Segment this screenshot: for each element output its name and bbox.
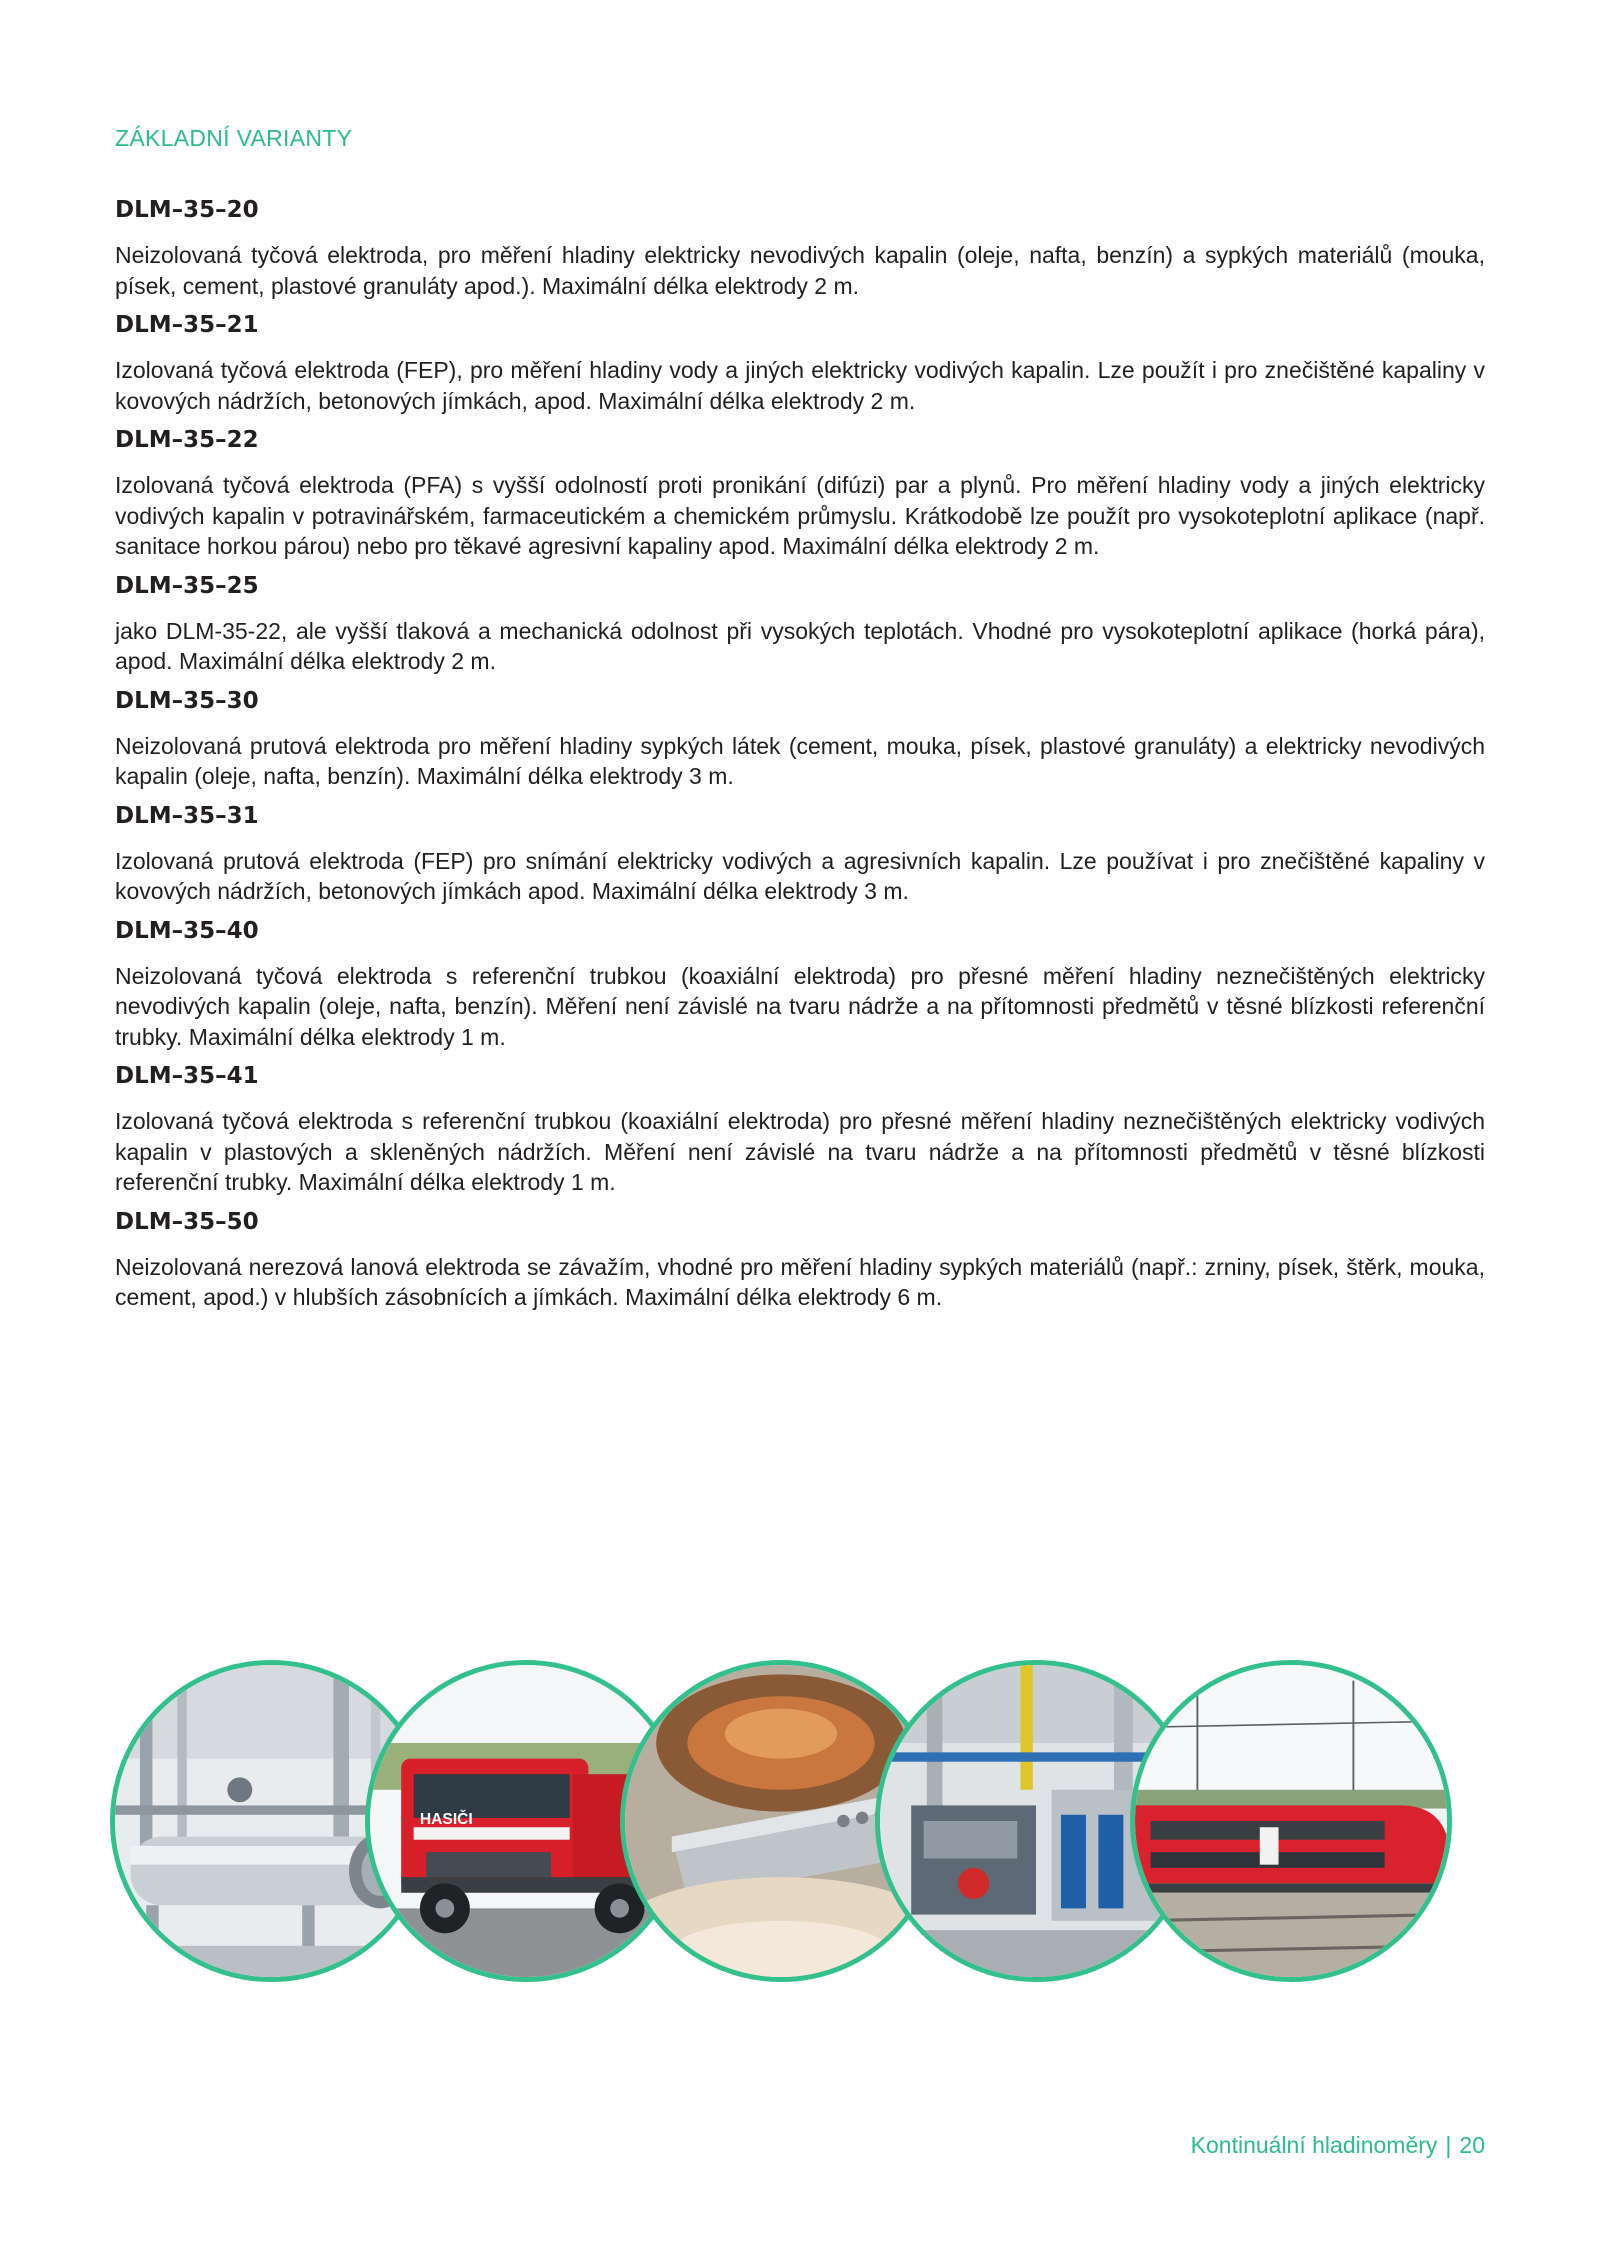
variant-code: DLM–35–40	[115, 917, 259, 944]
variant-description: Neizolovaná prutová elektroda pro měření hladiny sypkých látek (cement, mouka, písek, plastové granuláty) a elektricky nevodivých kapalin (oleje, nafta, benzín). Maximální délka elektrody 3 m.	[115, 732, 1485, 789]
application-photo-strip	[110, 1660, 1500, 1990]
variant-item	[115, 570, 1485, 677]
variant-description: Izolovaná tyčová elektroda (PFA) s vyšší odolností proti pronikání (difúzi) par a plynů. Pro měření hladiny vody a jiných elektricky vodivých kapalin v potravinářském, farmaceutickém a chemickém průmyslu. Krátkodobě lze použít pro vysokoteplotní aplikace (např. sanitace horkou párou) nebo pro těkavé agresivní kapaliny apod. Maximální délka elektrody 2 m.	[115, 472, 1485, 559]
variant-description: Neizolovaná tyčová elektroda s referenční trubkou (koaxiální elektroda) pro přesné měření hladiny neznečištěných elektricky nevodivých kapalin (oleje, nafta, benzín). Měření není závislé na tvaru nádrže a na přítomnosti předmětů v těsné blízkosti referenční trubky. Maximální délka elektrody 1 m.	[115, 962, 1485, 1050]
variant-code: DLM–35–31	[115, 802, 259, 829]
footer-separator: |	[1445, 2132, 1452, 2158]
variant-code: DLM–35–20	[115, 197, 259, 223]
variant-description: Neizolovaná tyčová elektroda, pro měření hladiny elektricky nevodivých kapalin (oleje, nafta, benzín) a sypkých materiálů (mouka, písek, cement, plastové granuláty apod.). Maximální délka elektrody 2 m.	[115, 242, 1485, 299]
variant-item	[115, 915, 1485, 1053]
variant-item	[115, 1206, 1485, 1313]
variant-code: DLM–35–30	[115, 687, 259, 714]
footer-title: Kontinuální hladinoměry	[1190, 2132, 1438, 2158]
variant-code: DLM–35–22	[115, 427, 259, 453]
section-title: ZÁKLADNÍ VARIANTY	[115, 125, 353, 151]
variant-description: Neizolovaná nerezová lanová elektroda se závažím, vhodné pro měření hladiny sypkých materiálů (např.: zrniny, písek, štěrk, mouka, cement, apod.) v hlubších zásobnících a jímkách. Maximální délka elektrody 6 m.	[115, 1253, 1485, 1310]
variant-list	[115, 194, 1485, 1321]
variant-item	[115, 424, 1485, 562]
variant-code: DLM–35–21	[115, 312, 259, 338]
photo-train	[1130, 1660, 1452, 1982]
truck-label: HASIČI	[419, 1811, 473, 1829]
variant-description: Izolovaná tyčová elektroda s referenční trubkou (koaxiální elektroda) pro přesné měření hladiny neznečištěných elektricky vodivých kapalin v plastových a skleněných nádržích. Měření není závislé na tvaru nádrže a na přítomnosti předmětů v těsné blízkosti referenční trubky. Maximální délka elektrody 1 m.	[115, 1108, 1485, 1195]
variant-item	[115, 685, 1485, 792]
variant-item	[115, 800, 1485, 907]
page-footer	[1191, 2132, 1485, 2159]
variant-code: DLM–35–50	[115, 1208, 259, 1235]
page-number: 20	[1459, 2132, 1485, 2158]
variant-description: Izolovaná prutová elektroda (FEP) pro snímání elektricky vodivých a agresivních kapalin. Lze používat i pro znečištěné kapaliny v kovových nádržích, betonových jímkách apod. Maximální délka elektrody 3 m.	[115, 847, 1485, 904]
variant-code: DLM–35–25	[115, 572, 259, 599]
variant-item	[115, 1060, 1485, 1198]
variant-description: Izolovaná tyčová elektroda (FEP), pro měření hladiny vody a jiných elektricky vodivých kapalin. Lze použít i pro znečištěné kapaliny v kovových nádržích, betonových jímkách, apod. Maximální délka elektrody 2 m.	[115, 357, 1485, 414]
variant-item	[115, 309, 1485, 416]
variant-code: DLM–35–41	[115, 1063, 259, 1089]
variant-description: jako DLM-35-22, ale vyšší tlaková a mechanická odolnost při vysokých teplotách. Vhodné pro vysokoteplotní aplikace (horká pára), apod. Maximální délka elektrody 2 m.	[115, 617, 1485, 674]
variant-item	[115, 194, 1485, 301]
